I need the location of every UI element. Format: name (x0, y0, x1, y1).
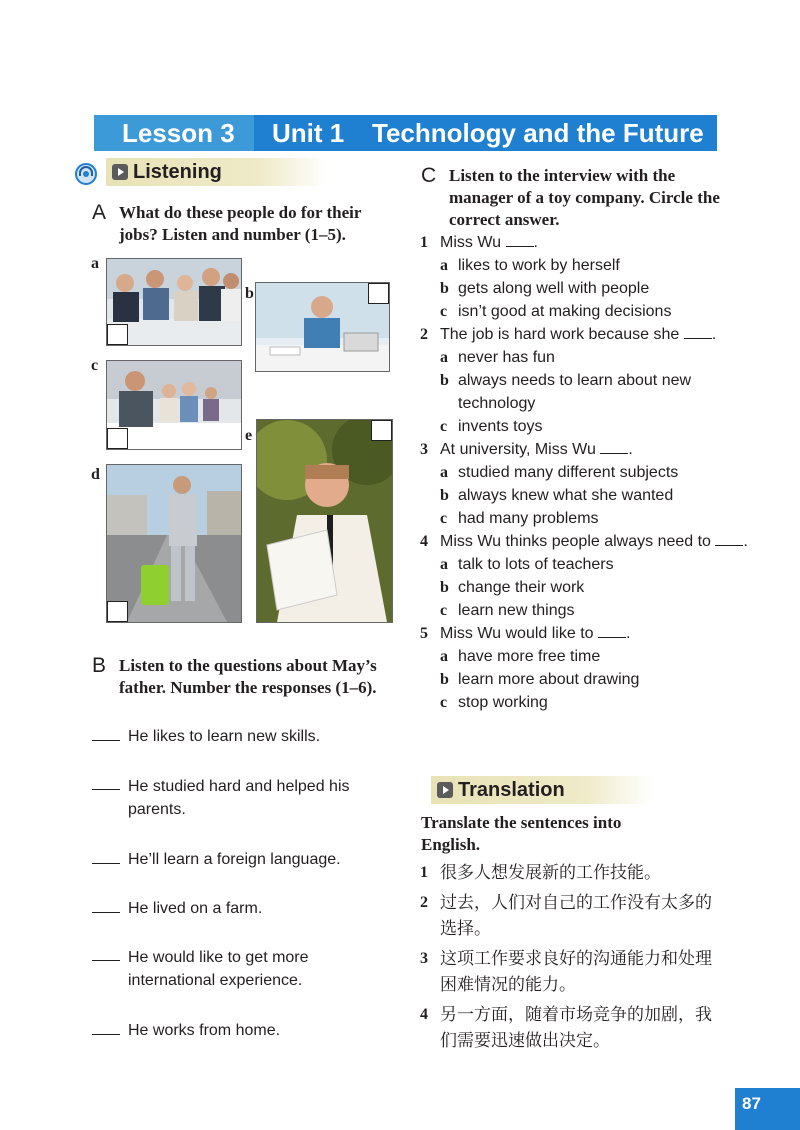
answer-option[interactable] (420, 576, 718, 599)
response-item (92, 848, 392, 871)
photo-label-b: b (245, 285, 254, 302)
question-number: 1 (420, 234, 428, 251)
photo-d-traveller (106, 464, 242, 623)
option-letter: c (440, 510, 448, 527)
question-end: . (743, 533, 748, 550)
option-letter: b (440, 280, 449, 297)
option-letter: a (440, 349, 448, 366)
question-list (420, 231, 750, 714)
option-text: gets along well with people (458, 280, 650, 297)
answer-blank[interactable] (92, 946, 120, 961)
section-b-letter: B (92, 654, 107, 677)
question (420, 622, 750, 645)
answer-option[interactable] (420, 599, 718, 622)
page-number: 87 (742, 1094, 761, 1113)
response-text: He studied hard and helped his parents. (128, 778, 350, 818)
translation-sentence (420, 890, 720, 942)
response-text: He works from home. (128, 1022, 281, 1039)
question-blank (598, 625, 626, 638)
response-text: He lived on a farm. (128, 900, 263, 917)
option-letter: c (440, 694, 448, 711)
unit-title: Technology and the Future (372, 118, 704, 148)
sentence-number: 3 (420, 950, 428, 967)
lesson-header (94, 115, 717, 151)
answer-blank[interactable] (92, 1020, 120, 1035)
response-item (92, 725, 392, 748)
section-c-instruction: Listen to the interview with the manager of a toy company. Circle the correct answer. (449, 166, 720, 229)
translation-banner-label: Translation (458, 779, 565, 801)
option-letter: a (440, 556, 448, 573)
question-stem: The job is hard work because she (440, 326, 680, 343)
answer-blank[interactable] (92, 775, 120, 790)
response-text: He would like to get more international experience. (128, 949, 309, 989)
play-triangle-icon (437, 782, 453, 798)
option-text: have more free time (458, 648, 601, 665)
unit-label: Unit 1 (272, 118, 345, 148)
option-letter: a (440, 464, 448, 481)
option-letter: c (440, 418, 448, 435)
question (420, 231, 750, 254)
question-stem: At university, Miss Wu (440, 441, 596, 458)
listening-banner-label: Listening (133, 161, 222, 183)
answer-option[interactable] (420, 645, 718, 668)
answer-option[interactable] (420, 300, 718, 323)
response-item (92, 775, 392, 821)
photo-label-c: c (91, 357, 99, 374)
option-letter: a (440, 257, 448, 274)
response-item (92, 897, 392, 920)
answer-box-a[interactable] (107, 324, 128, 345)
answer-option[interactable] (420, 691, 718, 714)
sentence-number: 2 (420, 894, 428, 911)
question-number: 2 (420, 326, 428, 343)
translation-sentences (420, 860, 720, 1058)
question-end: . (711, 326, 717, 343)
question (420, 438, 750, 461)
section-c-letter: C (421, 164, 437, 187)
question-end: . (625, 625, 631, 642)
section-a-letter: A (92, 201, 107, 224)
answer-option[interactable] (420, 369, 718, 415)
sentence-number: 1 (420, 864, 428, 881)
question-blank (715, 533, 743, 546)
answer-box-b[interactable] (368, 283, 389, 304)
sentence-text: 这项工作要求良好的沟通能力和处理困难情况的能力。 (440, 949, 712, 994)
answer-option[interactable] (420, 415, 718, 438)
question-stem: Miss Wu would like to (440, 625, 594, 642)
lesson-label: Lesson 3 (122, 118, 235, 148)
question-number: 3 (420, 441, 428, 458)
photo-e-reading-man (256, 419, 393, 623)
response-text: He’ll learn a foreign language. (128, 851, 341, 868)
answer-option[interactable] (420, 346, 718, 369)
response-text: He likes to learn new skills. (128, 728, 321, 745)
question-stem: Miss Wu (440, 234, 502, 251)
option-text: stop working (458, 694, 548, 711)
photo-label-d: d (91, 466, 100, 483)
option-letter: b (440, 671, 449, 688)
option-text: never has fun (458, 349, 555, 366)
sentence-text: 过去，人们对自己的工作没有太多的选择。 (440, 893, 712, 938)
option-letter: a (440, 648, 448, 665)
translation-banner (431, 776, 653, 804)
section-b-instruction: Listen to the questions about May’s father. Number the responses (1–6). (119, 656, 377, 697)
option-text: talk to lots of teachers (458, 556, 614, 573)
answer-option[interactable] (420, 668, 718, 691)
answer-blank[interactable] (92, 726, 120, 741)
response-item (92, 1019, 392, 1042)
option-text: had many problems (458, 510, 599, 527)
question-stem: Miss Wu thinks people always need to (440, 533, 711, 550)
option-letter: b (440, 372, 449, 389)
option-text: change their work (458, 579, 585, 596)
answer-blank[interactable] (92, 849, 120, 864)
answer-box-d[interactable] (107, 601, 128, 622)
answer-option[interactable] (420, 484, 718, 507)
answer-box-e[interactable] (371, 420, 392, 441)
answer-box-c[interactable] (107, 428, 128, 449)
question (420, 530, 750, 553)
question (420, 323, 750, 346)
photo-label-a: a (91, 255, 99, 272)
question-blank (506, 234, 534, 247)
sentence-text: 很多人想发展新的工作技能。 (440, 863, 661, 882)
option-text: likes to work by herself (458, 257, 620, 274)
answer-option[interactable] (420, 553, 718, 576)
question-blank (600, 441, 628, 454)
option-text: invents toys (458, 418, 543, 435)
answer-option[interactable] (420, 254, 718, 277)
question-number: 4 (420, 533, 428, 550)
question-blank (684, 326, 712, 339)
answer-option[interactable] (420, 461, 718, 484)
option-letter: c (440, 303, 448, 320)
question-end: . (628, 441, 633, 458)
listening-banner (106, 158, 328, 186)
option-text: isn’t good at making decisions (458, 303, 672, 320)
headphones-cd-icon[interactable] (74, 162, 98, 186)
photo-label-e: e (245, 427, 253, 444)
option-text: learn new things (458, 602, 575, 619)
section-a-instruction: What do these people do for their jobs? Listen and number (1–5). (119, 203, 362, 244)
option-text: always needs to learn about new technology (458, 372, 692, 412)
answer-option[interactable] (420, 277, 718, 300)
answer-blank[interactable] (92, 898, 120, 913)
question-end: . (533, 234, 538, 251)
sentence-number: 4 (420, 1006, 428, 1023)
response-item (92, 946, 392, 992)
question-number: 5 (420, 625, 428, 642)
sentence-text: 另一方面，随着市场竞争的加剧，我们需要迅速做出决定。 (440, 1005, 712, 1050)
option-letter: c (440, 602, 448, 619)
option-text: always knew what she wanted (458, 487, 674, 504)
option-letter: b (440, 579, 449, 596)
translation-sentence (420, 1002, 720, 1054)
option-text: studied many different subjects (458, 464, 679, 481)
option-letter: b (440, 487, 449, 504)
play-triangle-icon (112, 164, 128, 180)
translation-sentence (420, 946, 720, 998)
translation-instruction: Translate the sentences into English. (421, 813, 622, 854)
answer-option[interactable] (420, 507, 718, 530)
translation-sentence (420, 860, 720, 886)
option-text: learn more about drawing (458, 671, 640, 688)
